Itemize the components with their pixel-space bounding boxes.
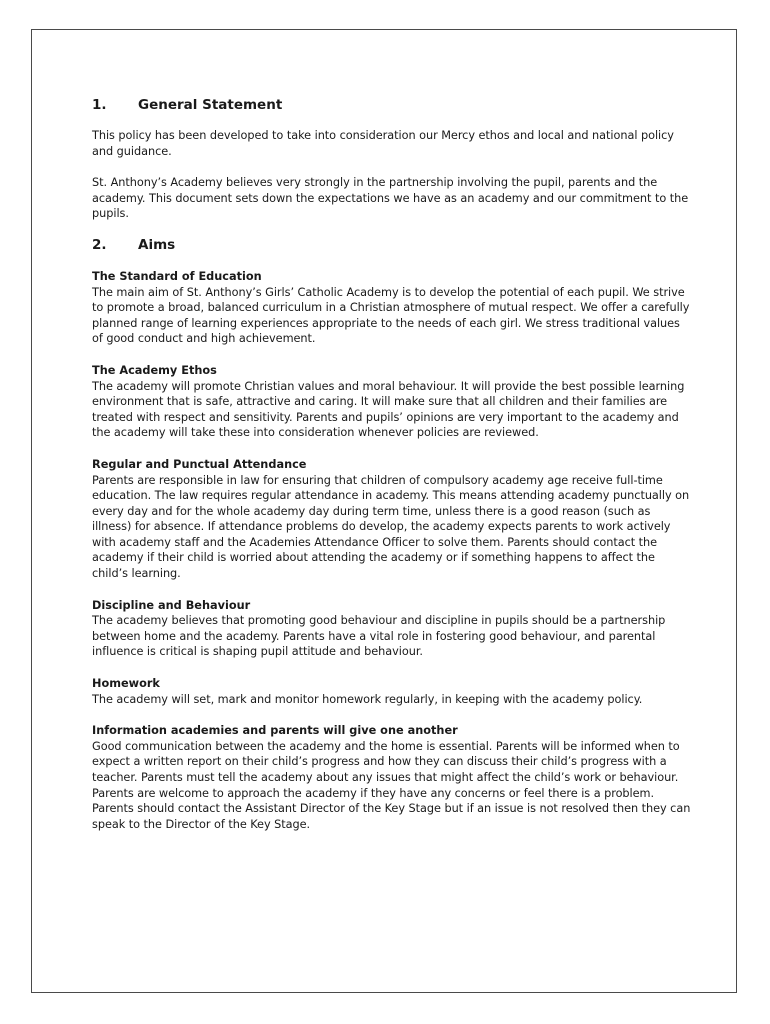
section-heading-aims xyxy=(92,236,692,254)
paragraph: The academy believes that promoting good behaviour and discipline in pupils should be a partnership between home and the academy. Parents have a vital role in fostering good behaviour, and parental influence is critical is shaping pupil attitude and behaviour. xyxy=(92,614,666,659)
document-content xyxy=(92,96,692,832)
subsection-heading: Regular and Punctual Attendance xyxy=(92,457,307,471)
paragraph: The academy will set, mark and monitor homework regularly, in keeping with the academy policy. xyxy=(92,692,643,706)
subsection-information xyxy=(92,723,692,832)
section-number: 2. xyxy=(92,236,107,253)
paragraph: Parents are responsible in law for ensuring that children of compulsory academy age receive full-time education. The law requires regular attendance in academy. This means attending academy punctually on every day and for the whole academy day during term time, unless there is a good reason (such as illness) for absence. If attendance problems do develop, the academy expects parents to work actively with academy staff and the Academies Attendance Officer to solve them. Parents should contact the academy if their child is worried about attending the academy or if something happens to affect the child’s learning. xyxy=(92,473,690,581)
subsection-discipline xyxy=(92,598,692,660)
subsection-heading: Information academies and parents will give one another xyxy=(92,724,458,738)
paragraph: The main aim of St. Anthony’s Girls’ Catholic Academy is to develop the potential of each pupil. We strive to promote a broad, balanced curriculum in a Christian atmosphere of mutual respect. We offer a carefully planned range of learning experiences appropriate to the needs of each girl. We stress traditional values of good conduct and high achievement. xyxy=(92,285,690,346)
paragraph: The academy will promote Christian values and moral behaviour. It will provide the best possible learning environment that is safe, attractive and caring. It will make sure that all children and their families are treated with respect and sensitivity. Parents and pupils’ opinions are very important to the academy and the academy will take these into consideration whenever policies are reviewed. xyxy=(92,379,685,440)
section-heading-general-statement xyxy=(92,96,692,114)
subsection-heading: The Academy Ethos xyxy=(92,363,217,377)
section-number: 1. xyxy=(92,97,107,113)
paragraph: St. Anthony’s Academy believes very strongly in the partnership involving the pupil, parents and the academy. This document sets down the expectations we have as an academy and our commitment to the pupils. xyxy=(92,176,689,221)
paragraph: This policy has been developed to take into consideration our Mercy ethos and local and national policy and guidance. xyxy=(92,129,674,158)
paragraph: Good communication between the academy and the home is essential. Parents will be informed when to expect a written report on their child’s progress and how they can discuss their child’s progress with a teacher. Parents must tell the academy about any issues that might affect the child’s work or behaviour. Parents are welcome to approach the academy if they have any concerns or feel there is a problem. Parents should contact the Assistant Director of the Key Stage but if an issue is not resolved then they can speak to the Director of the Key Stage. xyxy=(92,739,691,831)
subsection-heading: The Standard of Education xyxy=(92,269,262,283)
document-page xyxy=(31,29,737,993)
section-title: General Statement xyxy=(138,97,283,113)
section-title: Aims xyxy=(138,236,176,253)
subsection-academy-ethos xyxy=(92,363,692,441)
subsection-heading: Discipline and Behaviour xyxy=(92,598,251,612)
subsection-heading: Homework xyxy=(92,677,160,691)
subsection-standard-of-education xyxy=(92,269,692,347)
subsection-homework xyxy=(92,676,692,707)
subsection-attendance xyxy=(92,457,692,582)
